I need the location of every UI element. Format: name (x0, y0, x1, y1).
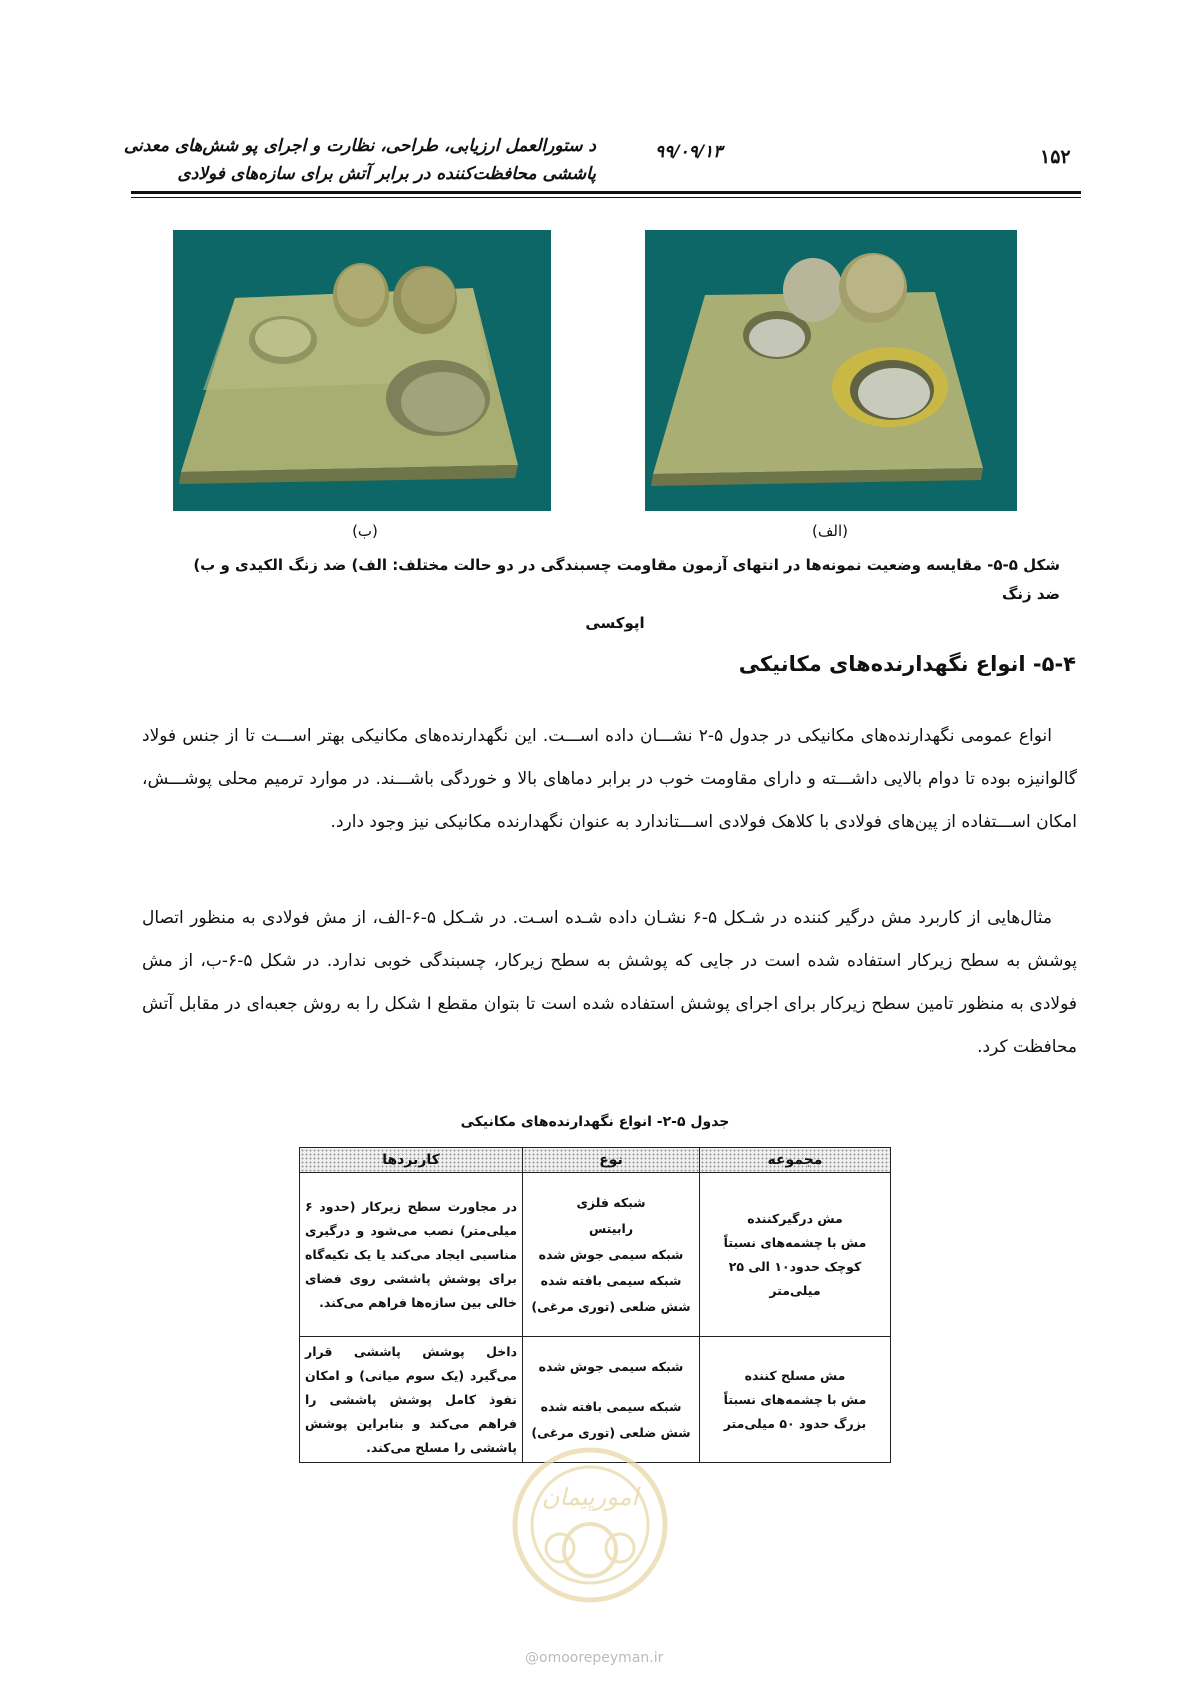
row1-type-item: شبکه سیمی جوش شده (538, 1246, 684, 1262)
header-type: نوع (523, 1148, 700, 1173)
paragraph-2: مثال‌هایی از کاربرد مش درگیر کننده در شـکل ۵-۶ نشـان داده شـده اسـت. در شـکل ۵-۶-الف، از مش فولادی به منظور اتصال پوشش به سطح زیرکار استفاده شده است در جایی که پوشش به سطح زیرکار، چسبندگی خوبی ندارد. در شکل ۵-۶-ب، از مش فولادی به منظور تامین سطح زیرکار برای اجرای پوشش استفاده شده است تا بتوان مقطع I شکل را به روش جعبه‌ای در مقابل آتش محافظت کرد. (142, 908, 1078, 1057)
section-heading: ۵-۴- انواع نگهدارنده‌های مکانیکی (738, 652, 1076, 676)
retainers-table (299, 1147, 891, 1463)
row2-set (700, 1337, 891, 1463)
photo-b (173, 230, 551, 511)
row1-type-item: شش ضلعی (توری مرغی) (531, 1298, 691, 1314)
row1-type-item: رابیتس (588, 1220, 634, 1236)
row2-type-item: شبکه سیمی جوش شده (538, 1358, 684, 1374)
row1-type-item: شبکه سیمی بافته شده (540, 1272, 682, 1288)
row1-types (523, 1173, 700, 1337)
header-title-line1: د ستورالعمل ارزیابی، طراحی، نظارت و اجرای پو شش‌های معدنی (123, 136, 596, 156)
row1-set-line: کوچک حدود۱۰ الی ۲۵ (728, 1258, 862, 1274)
watermark-seal-icon (505, 1430, 675, 1620)
photo-b-label: (ب) (352, 522, 378, 540)
row1-uses: در مجاورت سطح زیرکار (حدود ۶ میلی‌متر) نصب می‌شود و درگیری مناسبی ایجاد می‌کند یا یک تکیه‌گاه برای پوشش پاششی روی فضای خالی بین سازه‌ها فراهم می‌کند. (300, 1173, 523, 1337)
photo-a-label: (الف) (812, 522, 848, 540)
table-caption: جدول ۵-۲- انواع نگهدارنده‌های مکانیکی (460, 1114, 730, 1130)
row1-set-line: میلی‌متر (769, 1282, 821, 1298)
header-title (116, 132, 596, 188)
watermark-seal-text: امورپیمان (541, 1483, 639, 1511)
row2-type-item: شش ضلعی (توری مرغی) (531, 1424, 691, 1440)
header-rule (131, 191, 1081, 194)
page-number: ۱۵۲ (1040, 146, 1071, 168)
header-title-line2: پاششی محافظت‌کننده در برابر آتش برای سازه‌های فولادی (177, 164, 596, 184)
figure-caption (170, 551, 1060, 638)
row1-set-line: مش با چشمه‌های نسبتاً (723, 1234, 867, 1250)
row2-set-line: مش با چشمه‌های نسبتاً (723, 1391, 867, 1407)
row1-set-line: مش درگیرکننده (747, 1210, 843, 1226)
header-uses: کاربردها (300, 1148, 523, 1173)
figure-caption-line1: شکل ۵-۵- مقایسه وضعیت نمونه‌ها در انتهای آزمون مقاومت چسبندگی در دو حالت مختلف: الف) ضد زنگ الکیدی و ب) ضد زنگ (193, 556, 1060, 603)
watermark-text: @omoorepeyman.ir (525, 1650, 664, 1666)
row2-set-line: بزرگ حدود ۵۰ میلی‌متر (723, 1415, 867, 1431)
row2-uses: داخل پوشش پاششی قرار می‌گیرد (یک سوم میانی) و امکان نفوذ کامل پوشش پاششی را فراهم می‌کند و بنابراین پوشش پاششی را مسلح می‌کند. (300, 1337, 523, 1463)
header-date: ۹۹/۰۹/۱۳ (655, 142, 723, 162)
row2-type-spacer (528, 1380, 694, 1394)
figure-caption-line2: اپوکسی (585, 614, 645, 632)
header-rule-thin (131, 197, 1081, 198)
table-row (300, 1173, 891, 1337)
row2-set-line: مش مسلح کننده (744, 1367, 846, 1383)
row1-set (700, 1173, 891, 1337)
table-header-row (300, 1148, 891, 1173)
paragraph-1: انواع عمومی نگهدارنده‌های مکانیکی در جدول ۵-۲ نشـــان داده اســـت. این نگهدارنده‌های مکانیکی بهتر اســـت تا از جنس فولاد گالوانیزه بوده تا دوام بالایی داشـــته و دارای مقاومت خوب در برابر دماهای بالا و خوردگی باشـــند. در موارد ترمیم محلی پوشـــش، امکان اســـتفاده از پین‌های فولادی با کلاهک فولادی اســـتاندارد به عنوان نگهدارنده مکانیکی نیز وجود دارد. (142, 726, 1077, 832)
row1-type-item: شبکه فلزی (576, 1194, 646, 1210)
row2-type-item: شبکه سیمی بافته شده (540, 1398, 682, 1414)
header-set: مجموعه (700, 1148, 891, 1173)
photo-a (645, 230, 1017, 511)
